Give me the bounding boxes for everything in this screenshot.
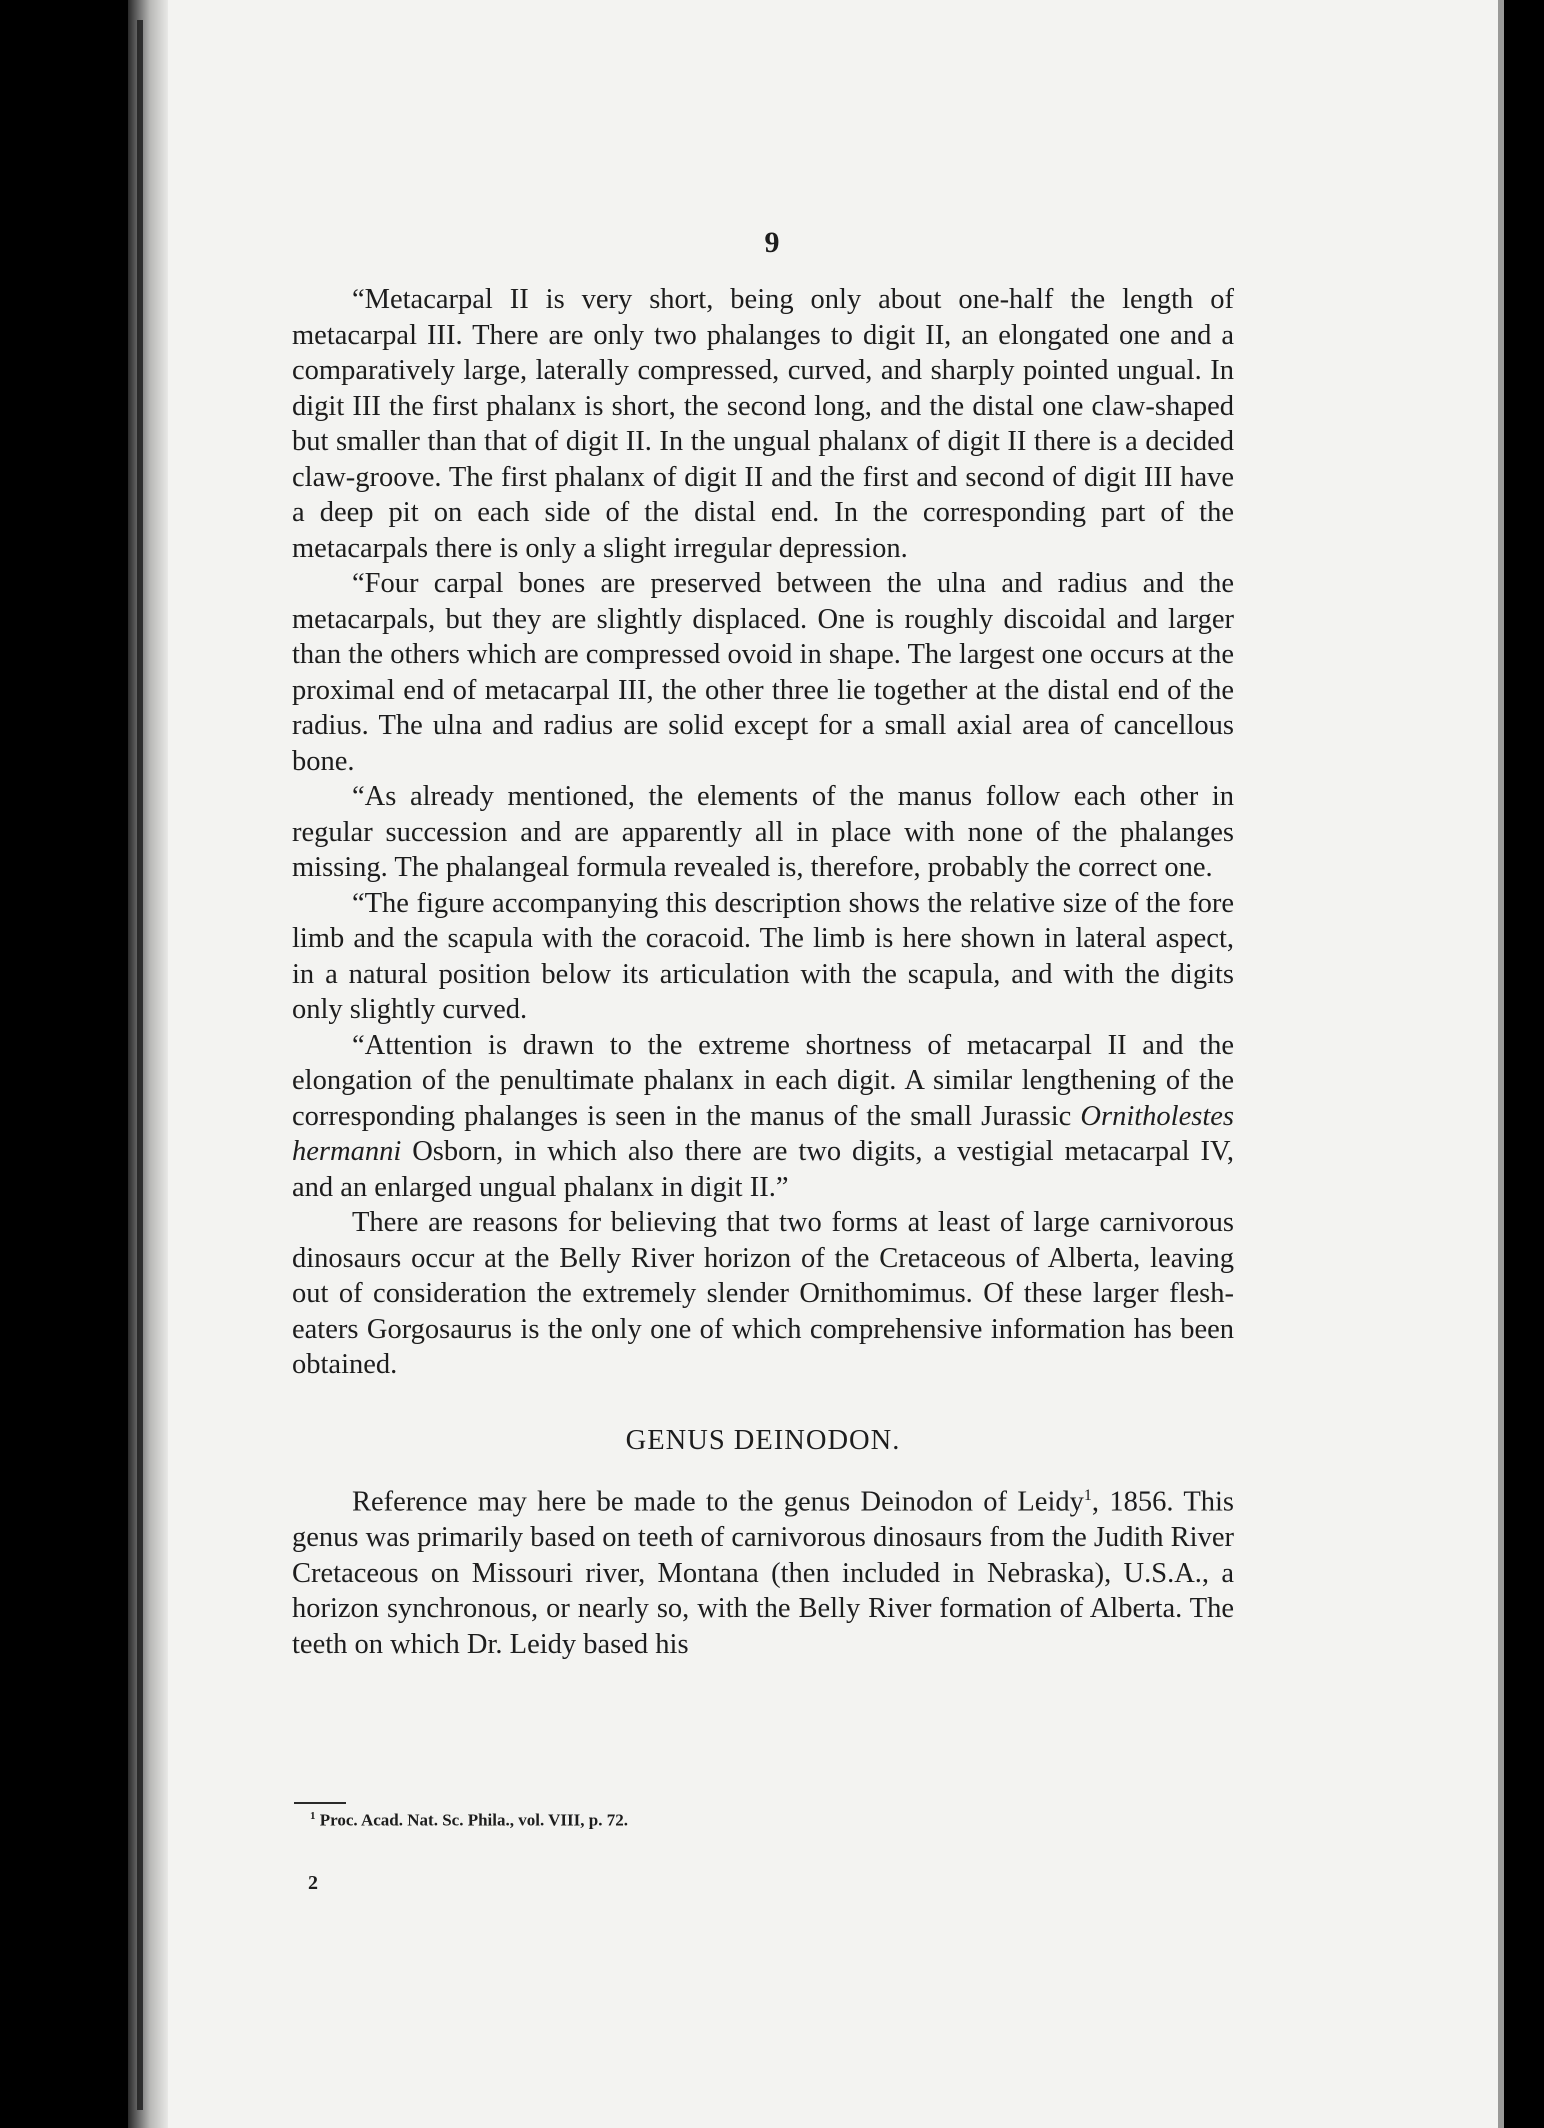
paragraph-5 — [292, 1028, 1234, 1206]
paragraph-4: “The figure accompanying this description shows the relative size of the fore limb and the scapula with the coracoid. The limb is here shown in lateral aspect, in a natural position below its articulation with the scapula, and with the digits only slightly curved. — [292, 887, 1234, 1025]
paragraph-5-after: Osborn, in which also there are two digits, a vestigial metacarpal IV, and an enlarged ungual phalanx in digit II.” — [292, 1136, 1234, 1203]
paragraph-6: There are reasons for believing that two forms at least of large carnivorous dinosaurs occur at the Belly River horizon of the Cretaceous of Alberta, leaving out of consideration the extremely slender Ornithomimus. Of these larger flesh-eaters Gorgosaurus is the only one of which comprehensive information has been obtained. — [292, 1207, 1234, 1380]
footnote-rule — [294, 1802, 346, 1804]
binding-shadow — [137, 20, 143, 2110]
footnote-reference: 1 — [1083, 1487, 1092, 1504]
body-text — [292, 282, 1234, 1662]
section-heading: GENUS DEINODON. — [625, 1424, 901, 1456]
paragraph-1: “Metacarpal II is very short, being only about one-half the length of metacarpal III. There are only two phalanges to digit II, an elongated one and a comparatively large, laterally compressed, curved, and sharply pointed ungual. In digit III the first phalanx is short, the second long, and the distal one claw-shaped but smaller than that of digit II. In the ungual phalanx of digit II there is a decided claw-groove. The first phalanx of digit II and the first and second of digit III have a deep pit on each side of the distal end. In the corresponding part of the metacarpals there is only a slight irregular depression. — [292, 284, 1234, 564]
footnote-marker: 1 — [310, 1810, 316, 1822]
page-number: 9 — [764, 226, 780, 259]
footnote — [310, 1810, 628, 1831]
book-binding — [128, 0, 168, 2128]
footnote-text: Proc. Acad. Nat. Sc. Phila., vol. VIII, p. 72. — [319, 1810, 628, 1830]
paragraph-5-before: “Attention is drawn to the extreme shortness of metacarpal II and the elongation of the penultimate phalanx in each digit. A similar lengthening of the corresponding phalanges is seen in the manus of the small Jurassic — [292, 1029, 1234, 1132]
species-name: Ornitholestes hermanni — [292, 1100, 1234, 1167]
paragraph-3: “As already mentioned, the elements of the manus follow each other in regular succession and are apparently all in place with none of the phalanges missing. The phalangeal formula revealed is, therefore, probably the correct one. — [292, 781, 1234, 883]
paragraph-2: “Four carpal bones are preserved between the ulna and radius and the metacarpals, but they are slightly displaced. One is roughly discoidal and larger than the others which are compressed ovoid in shape. The largest one occurs at the proximal end of metacarpal III, the other three lie together at the distal end of the radius. The ulna and radius are solid except for a small axial area of cancellous bone. — [292, 568, 1234, 777]
section-text-before: Reference may here be made to the genus Deinodon of Leidy — [352, 1486, 1084, 1518]
signature-mark: 2 — [308, 1872, 318, 1894]
page-edge — [1498, 0, 1504, 2128]
section-text-after: , 1856. This genus was primarily based on teeth of carnivorous dinosaurs from the Judith River Cretaceous on Missouri river, Montana (then included in Nebraska), U.S.A., a horizon synchronous, or nearly so, with the Belly River formation of Alberta. The teeth on which Dr. Leidy based his — [292, 1486, 1235, 1660]
section-paragraph — [292, 1478, 1234, 1662]
